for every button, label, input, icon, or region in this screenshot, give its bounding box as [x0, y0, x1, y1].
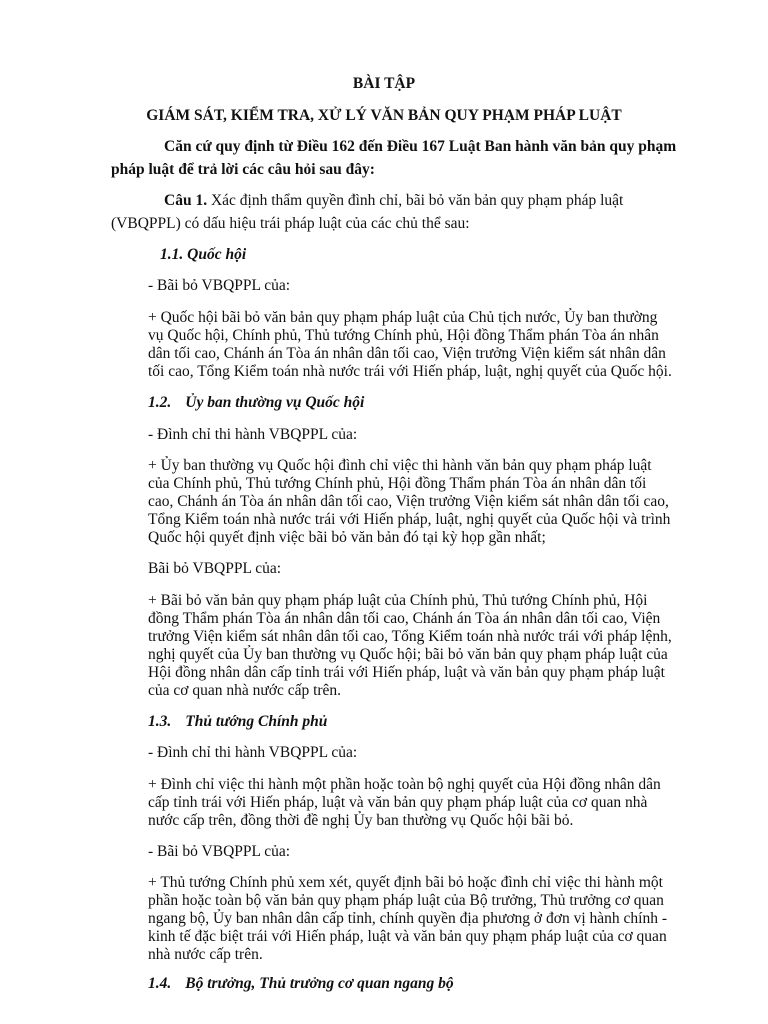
document-subtitle: GIÁM SÁT, KIỂM TRA, XỬ LÝ VĂN BẢN QUY PHẠM PHÁP LUẬT	[146, 107, 622, 124]
section-1-4-title: Bộ trưởng, Thủ trưởng cơ quan ngang bộ	[185, 975, 454, 992]
section-1-4-number: 1.4.	[148, 975, 172, 992]
section-1-3-para-2-line-1: + Thủ tướng Chính phủ xem xét, quyết định bãi bỏ hoặc đình chỉ việc thi hành một	[148, 874, 663, 891]
section-1-2-number: 1.2.	[148, 394, 172, 411]
section-1-2-heading	[148, 393, 364, 413]
section-1-2-sub-2: Bãi bỏ VBQPPL của:	[148, 560, 282, 577]
section-1-2-para-1-line-3: cao, Chánh án Tòa án nhân dân tối cao, Viện trưởng Viện kiểm sát nhân dân tối cao,	[148, 493, 669, 510]
section-1-3-para-2-line-5: nhà nước cấp trên.	[148, 946, 263, 963]
intro-line-1: Căn cứ quy định từ Điều 162 đến Điều 167 Luật Ban hành văn bản quy phạm	[164, 138, 677, 155]
intro-line-2: pháp luật để trả lời các câu hỏi sau đây:	[111, 161, 375, 178]
section-1-4-heading	[148, 974, 454, 994]
section-1-1-sub-1: - Bãi bỏ VBQPPL của:	[148, 277, 291, 294]
section-1-3-number: 1.3.	[148, 713, 172, 730]
section-1-3-para-2-line-3: ngang bộ, Ủy ban nhân dân cấp tỉnh, chính quyền địa phương ở đơn vị hành chính -	[148, 910, 667, 927]
section-1-2-para-2-line-5: Hội đồng nhân dân cấp tỉnh trái với Hiến pháp, luật và văn bản quy phạm pháp luật	[148, 664, 665, 681]
section-1-2-para-2-line-4: nghị quyết của Ủy ban thường vụ Quốc hội; bãi bỏ văn bản quy phạm pháp luật của	[148, 646, 668, 663]
section-1-1-para-1-line-4: tối cao, Tổng Kiểm toán nhà nước trái với Hiến pháp, luật, nghị quyết của Quốc hội.	[148, 363, 672, 380]
section-1-2-para-1-line-2: của Chính phủ, Thủ tướng Chính phủ, Hội đồng Thẩm phán Tòa án nhân dân tối	[148, 475, 647, 492]
question-1-label: Câu 1.	[164, 192, 208, 209]
section-1-2-para-2-line-3: trưởng Viện kiểm sát nhân dân tối cao, Tổng Kiểm toán nhà nước trái với pháp lệnh,	[148, 628, 672, 645]
section-1-3-sub-2: - Bãi bỏ VBQPPL của:	[148, 843, 291, 860]
section-1-3-para-1-line-2: cấp tỉnh trái với Hiến pháp, luật và văn bản quy phạm pháp luật của cơ quan nhà	[148, 794, 648, 811]
section-1-1-para-1-line-3: dân tối cao, Chánh án Tòa án nhân dân tối cao, Viện trưởng Viện kiểm sát nhân dân	[148, 345, 666, 362]
section-1-3-title: Thủ tướng Chính phủ	[185, 713, 328, 730]
section-1-2-para-2-line-6: của cơ quan nhà nước cấp trên.	[148, 682, 342, 699]
section-1-3-heading	[148, 712, 327, 732]
section-1-2-title: Ủy ban thường vụ Quốc hội	[185, 394, 365, 411]
section-1-1-para-1-line-1: + Quốc hội bãi bỏ văn bản quy phạm pháp luật của Chủ tịch nước, Ủy ban thường	[148, 309, 658, 326]
section-1-3-sub-1: - Đình chỉ thi hành VBQPPL của:	[148, 744, 358, 761]
section-1-3-para-2-line-2: phần hoặc toàn bộ văn bản quy phạm pháp luật của Bộ trưởng, Thủ trưởng cơ quan	[148, 892, 664, 909]
question-1-line-2: (VBQPPL) có dấu hiệu trái pháp luật của các chủ thể sau:	[111, 215, 470, 232]
section-1-2-para-1-line-5: Quốc hội quyết định việc bãi bỏ văn bản đó tại kỳ họp gần nhất;	[148, 529, 546, 546]
section-1-2-para-2-line-1: + Bãi bỏ văn bản quy phạm pháp luật của Chính phủ, Thủ tướng Chính phủ, Hội	[148, 592, 648, 609]
document-title: BÀI TẬP	[352, 75, 416, 92]
question-1-line-1	[164, 191, 623, 211]
section-1-2-sub-1: - Đình chỉ thi hành VBQPPL của:	[148, 426, 358, 443]
section-1-1-heading: 1.1. Quốc hội	[160, 246, 247, 263]
section-1-1-para-1-line-2: vụ Quốc hội, Chính phủ, Thủ tướng Chính phủ, Hội đồng Thẩm phán Tòa án nhân	[148, 327, 659, 344]
section-1-3-para-2-line-4: kinh tế đặc biệt trái với Hiến pháp, luật và văn bản quy phạm pháp luật của cơ quan	[148, 928, 667, 945]
section-1-3-para-1-line-1: + Đình chỉ việc thi hành một phần hoặc toàn bộ nghị quyết của Hội đồng nhân dân	[148, 776, 661, 793]
section-1-2-para-1-line-1: + Ủy ban thường vụ Quốc hội đình chỉ việc thi hành văn bản quy phạm pháp luật	[148, 457, 652, 474]
section-1-3-para-1-line-3: nước cấp trên, đồng thời đề nghị Ủy ban thường vụ Quốc hội bãi bỏ.	[148, 812, 574, 829]
section-1-2-para-2-line-2: đồng Thẩm phán Tòa án nhân dân tối cao, Chánh án Tòa án nhân dân tối cao, Viện	[148, 610, 661, 627]
question-1-text: Xác định thẩm quyền đình chỉ, bãi bỏ văn bản quy phạm pháp luật	[207, 192, 624, 209]
section-1-2-para-1-line-4: Tổng Kiểm toán nhà nước trái với Hiến pháp, luật, nghị quyết của Quốc hội và trình	[148, 511, 671, 528]
